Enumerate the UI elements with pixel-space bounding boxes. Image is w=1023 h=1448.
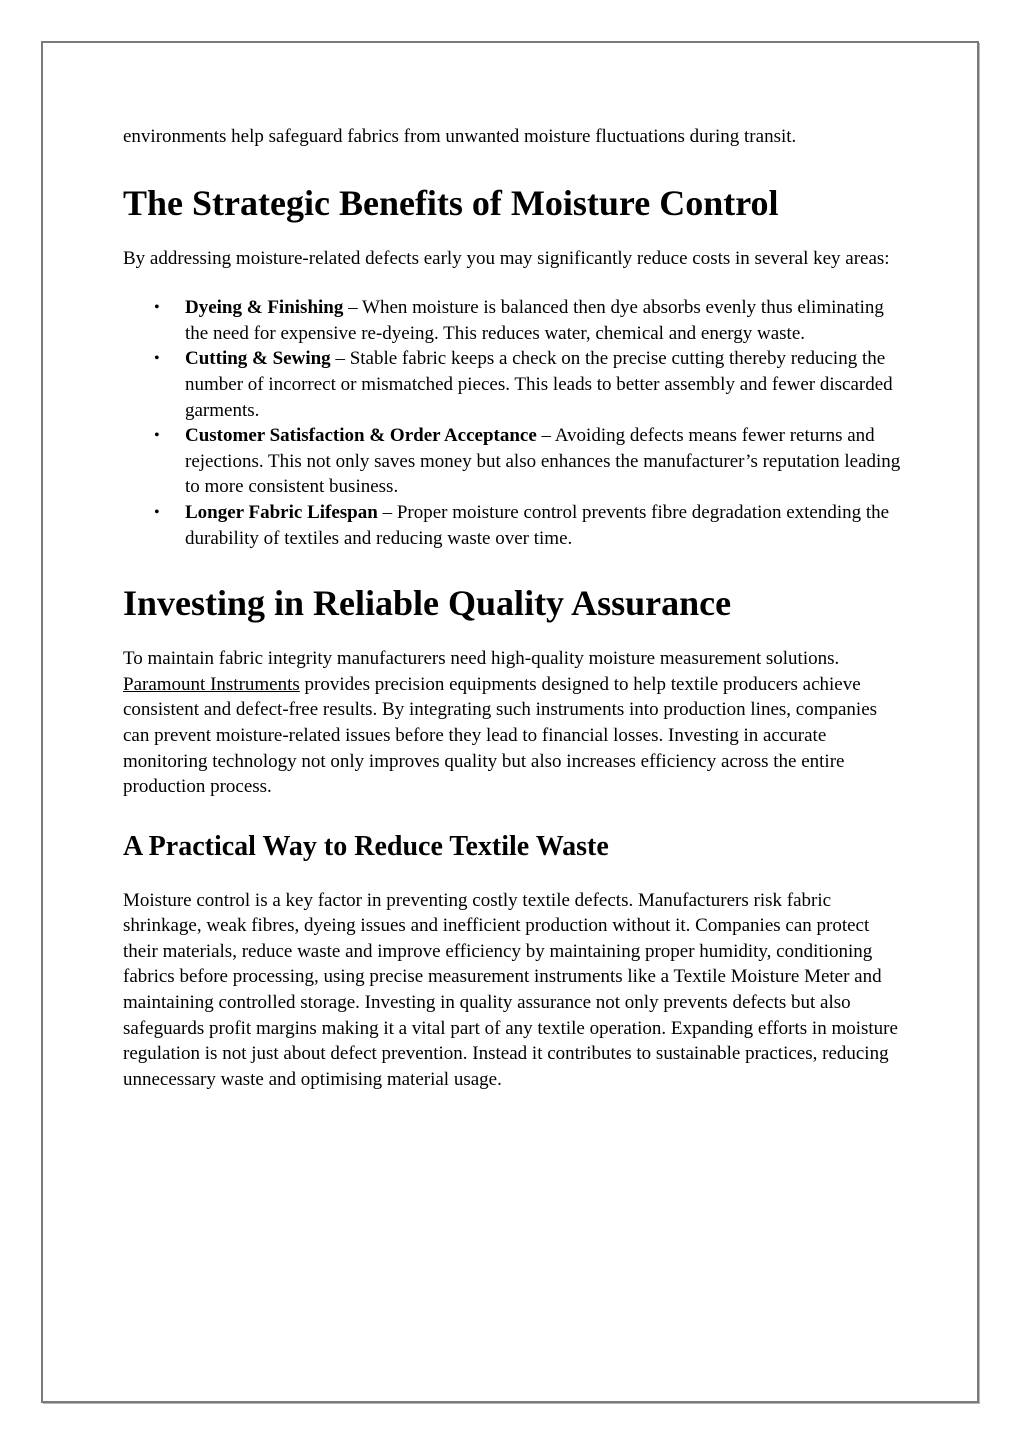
paragraph-text-after-link: provides precision equipments designed to help textile producers achieve consistent and defect-free results. By integrating such instruments into production lines, companies can prevent moisture-related issues before they lead to financial losses. Investing in accurate monitoring technology not only improves quality but also increases efficiency across the entire production process. [123, 673, 878, 798]
list-item-title: Longer Fabric Lifespan [185, 501, 378, 523]
benefits-list [123, 295, 903, 551]
list-item [154, 423, 903, 500]
list-item-text: – Stable fabric keeps a check on the precise cutting thereby reducing the number of incorrect or mismatched pieces. This leads to better assembly and fewer discarded garments. [185, 348, 893, 421]
list-item-title: Customer Satisfaction & Order Acceptance [185, 425, 537, 447]
bullet-icon: • [154, 299, 160, 317]
list-item [154, 500, 903, 551]
list-item-title: Dyeing & Finishing [185, 297, 344, 319]
reduce-waste-paragraph: Moisture control is a key factor in preventing costly textile defects. Manufacturers risk fabric shrinkage, weak fibres, dyeing issues and inefficient production without it. Companies can protect their materials, reduce waste and improve efficiency by maintaining proper humidity, conditioning fabrics before processing, using precise measurement instruments like a Textile Moisture Meter and maintaining controlled storage. Investing in quality assurance not only prevents defects but also safeguards profit margins making it a vital part of any textile operation. Expanding efforts in moisture regulation is not just about defect prevention. Instead it contributes to sustainable practices, reducing unnecessary waste and optimising material usage. [123, 889, 898, 1090]
section-heading-strategic-benefits: The Strategic Benefits of Moisture Control [123, 182, 779, 223]
intro-fragment: environments help safeguard fabrics from unwanted moisture fluctuations during transit. [123, 126, 797, 147]
paragraph-text-before-link: To maintain fabric integrity manufacturers need high-quality moisture measurement solutions. [123, 648, 840, 670]
section-heading-quality-assurance: Investing in Reliable Quality Assurance [123, 583, 732, 624]
list-item [154, 346, 903, 423]
paramount-instruments-link[interactable]: Paramount Instruments [123, 673, 300, 695]
list-item-text: – Proper moisture control prevents fibre degradation extending the durability of textiles and reducing waste over time. [185, 501, 890, 549]
list-item-text: – Avoiding defects means fewer returns and rejections. This not only saves money but also enhances the manufacturer’s reputation leading to more consistent business. [185, 425, 901, 498]
quality-assurance-paragraph [123, 646, 903, 800]
section-intro-paragraph: By addressing moisture-related defects early you may significantly reduce costs in several key areas: [123, 247, 890, 269]
document-body [123, 124, 903, 1092]
list-item-title: Cutting & Sewing [185, 348, 331, 370]
list-item-text: – When moisture is balanced then dye absorbs evenly thus eliminating the need for expensive re-dyeing. This reduces water, chemical and energy waste. [185, 297, 884, 344]
bullet-icon: • [154, 503, 160, 521]
list-item [154, 295, 903, 346]
section-heading-reduce-waste: A Practical Way to Reduce Textile Waste [123, 830, 609, 862]
bullet-icon: • [154, 427, 160, 445]
bullet-icon: • [154, 350, 160, 368]
